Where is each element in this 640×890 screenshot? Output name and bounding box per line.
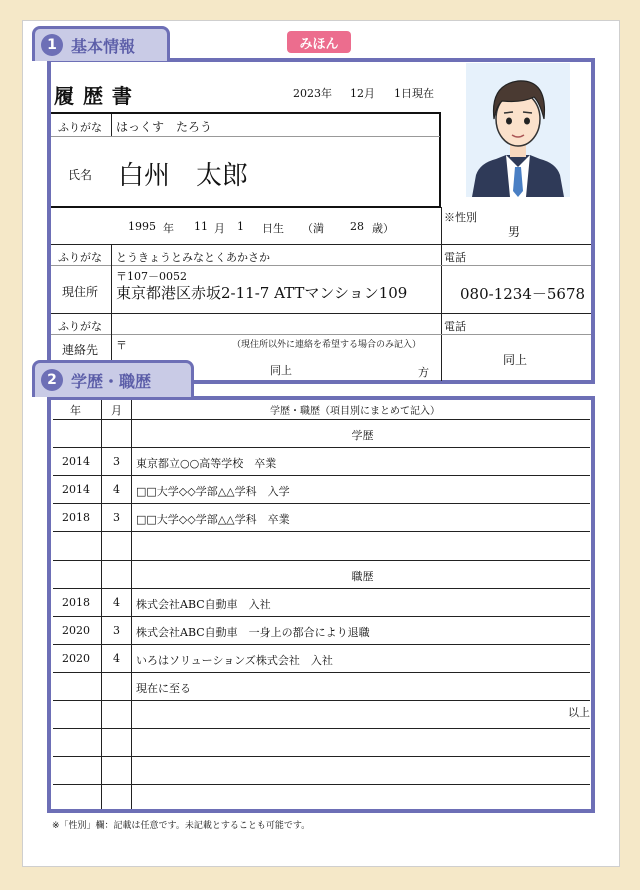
birth-year: 1995 <box>128 220 156 233</box>
person-portrait-icon <box>466 63 570 197</box>
row-text: □□大学◇◇学部△△学科 卒業 <box>136 513 290 526</box>
row-month: 3 <box>113 455 120 468</box>
row-text: いろはソリューションズ株式会社 入社 <box>136 654 333 667</box>
resume-title: 履 歴 書 <box>54 84 133 108</box>
table-row <box>53 672 590 701</box>
contact-phone: 同上 <box>503 353 528 367</box>
divider <box>111 245 112 313</box>
col-content-header: 学歴・職歴（項目別にまとめて記入） <box>270 406 440 417</box>
divider <box>51 244 591 245</box>
row-text: 東京都立○○高等学校 卒業 <box>136 457 277 470</box>
contact-suffix: 方 <box>418 366 429 379</box>
contact-postal: 〒 <box>116 339 127 352</box>
age-open: （満 <box>302 222 324 235</box>
birth-month: 11 <box>194 220 208 233</box>
contact-value: 同上 <box>270 364 292 377</box>
birth-month-unit: 月 <box>214 222 225 235</box>
row-year: 2020 <box>62 652 90 665</box>
table-row <box>53 784 590 813</box>
name-furigana: はっくす たろう <box>116 120 213 134</box>
divider <box>111 114 112 136</box>
contact-label: 連絡先 <box>62 343 99 357</box>
photo <box>466 63 570 197</box>
col-year-header: 年 <box>70 404 81 417</box>
name-value: 白州 太郎 <box>118 161 249 191</box>
row-month: 3 <box>113 624 120 637</box>
row-month: 4 <box>113 596 120 609</box>
address-furigana-label: ふりがな <box>58 251 102 264</box>
contact-furigana-label: ふりがな <box>58 320 102 333</box>
row-text: 現在に至る <box>136 682 191 695</box>
divider <box>441 207 442 381</box>
divider <box>51 334 591 335</box>
col-month-header: 月 <box>111 404 122 417</box>
table-row <box>53 447 590 476</box>
table-row <box>53 531 590 560</box>
address-furigana: とうきょうとみなとくあかさか <box>116 251 270 264</box>
address-value: 東京都港区赤坂2-11-7 ATTマンション109 <box>116 284 408 302</box>
section-label: 学歴・職歴 <box>71 371 152 391</box>
row-month: 4 <box>113 652 120 665</box>
row-year: 2018 <box>62 596 90 609</box>
date-year: 2023年 <box>293 87 332 100</box>
table-row <box>53 588 590 617</box>
address-postal: 〒107－0052 <box>116 270 187 283</box>
row-text: □□大学◇◇学部△△学科 入学 <box>136 485 290 498</box>
date-day: 1日現在 <box>394 87 434 100</box>
birth-year-unit: 年 <box>163 222 174 235</box>
row-text: 株式会社ABC自動車 一身上の都合により退職 <box>136 626 370 639</box>
gender-value: 男 <box>508 225 521 239</box>
address-phone-label: 電話 <box>444 251 466 264</box>
gender-label: ※性別 <box>444 211 477 224</box>
divider <box>51 136 440 137</box>
age-value: 28 <box>350 220 364 233</box>
section-label: 基本情報 <box>71 36 136 56</box>
table-row <box>53 475 590 504</box>
contact-note: （現住所以外に連絡を希望する場合のみ記入） <box>232 340 422 350</box>
birth-day: 1 <box>237 220 244 233</box>
contact-phone-label: 電話 <box>444 320 466 333</box>
divider <box>51 265 591 266</box>
name-furigana-label: ふりがな <box>58 121 102 134</box>
row-text: 以上 <box>568 706 590 719</box>
footnote: ※「性別」欄：記載は任意です。未記載とすることも可能です。 <box>52 821 311 831</box>
age-close: 歳） <box>372 222 394 235</box>
table-row <box>53 503 590 532</box>
row-month: 4 <box>113 483 120 496</box>
row-text: 株式会社ABC自動車 入社 <box>136 598 271 611</box>
birth-day-unit: 日生 <box>262 222 284 235</box>
row-month: 3 <box>113 511 120 524</box>
row-year: 2014 <box>62 455 90 468</box>
row-text: 職歴 <box>351 570 374 583</box>
row-year: 2014 <box>62 483 90 496</box>
divider <box>51 313 591 314</box>
date-month: 12月 <box>350 87 375 100</box>
row-year: 2018 <box>62 511 90 524</box>
table-row <box>53 756 590 785</box>
address-phone: 080-1234－5678 <box>460 285 586 303</box>
section-tag-basic <box>32 26 170 61</box>
section-number: 2 <box>41 369 63 391</box>
section-number: 1 <box>41 34 63 56</box>
address-label: 現住所 <box>62 285 99 299</box>
section-tag-history <box>32 360 194 397</box>
name-label: 氏名 <box>68 168 93 182</box>
row-year: 2020 <box>62 624 90 637</box>
table-row <box>53 728 590 757</box>
row-text: 学歴 <box>351 429 374 442</box>
sample-badge: みほん <box>287 31 351 53</box>
